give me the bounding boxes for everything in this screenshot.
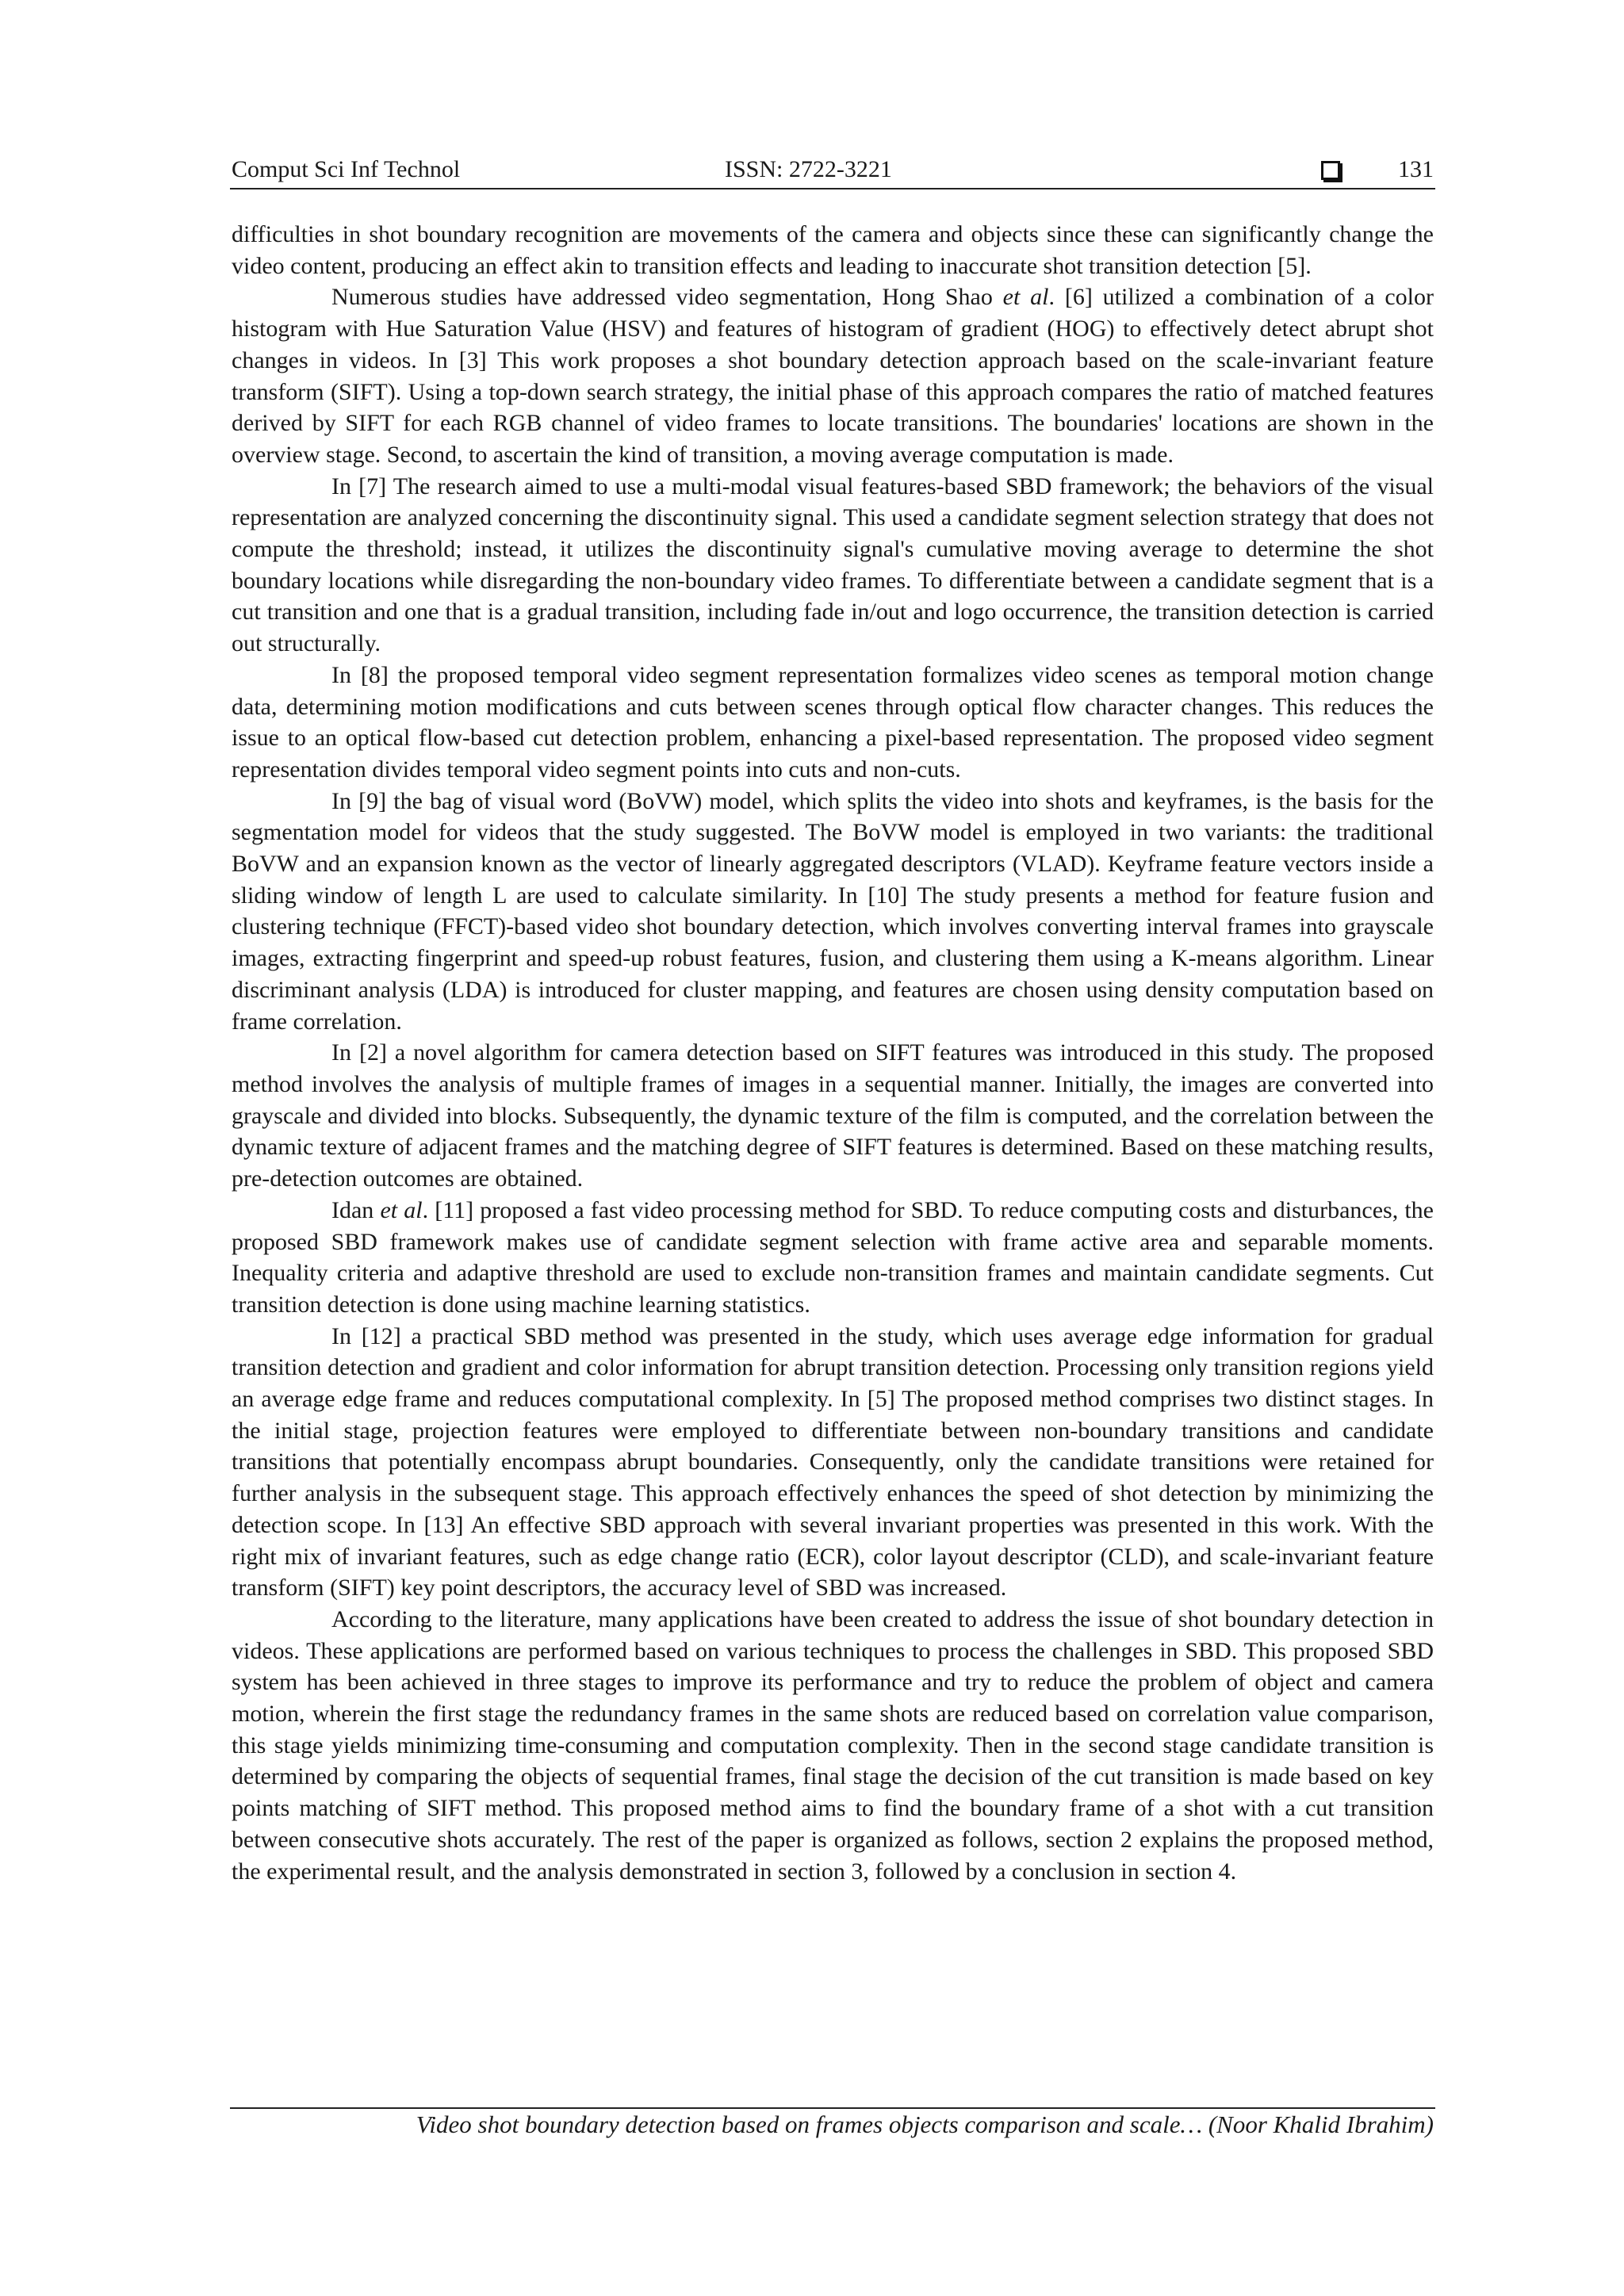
- paragraph: Idan et al. [11] proposed a fast video processing method for SBD. To reduce computing costs and disturbances, the proposed SBD framework makes use of candidate segment selection with frame active area and separable moments. Inequality criteria and adaptive threshold are used to exclude non-transition frames and maintain candidate segments. Cut transition detection is done using machine learning statistics.: [232, 1196, 1434, 1318]
- paragraph: According to the literature, many applications have been created to address the issue of shot boundary detection in videos. These applications are performed based on various techniques to process the challenges in SBD. This proposed SBD system has been achieved in three stages to improve its performance and try to reduce the problem of object and camera motion, wherein the first stage the redundancy frames in the same shots are reduced based on correlation value comparison, this stage yields minimizing time-consuming and computation complexity. Then in the second stage candidate transition is determined by comparing the objects of sequential frames, final stage the decision of the cut transition is made based on key points matching of SIFT method. This proposed method aims to find the boundary frame of a shot with a cut transition between consecutive shots accurately. The rest of the paper is organized as follows, section 2 explains the proposed method, the experimental result, and the analysis demonstrated in section 3, followed by a conclusion in section 4.: [232, 1605, 1434, 1885]
- body-text: [232, 219, 1434, 1887]
- running-footer: Video shot boundary detection based on frames objects comparison and scale… (Noor Khalid Ibrahim): [416, 2110, 1434, 2138]
- page-header: [232, 154, 1434, 186]
- et-al-italic: et al: [380, 1196, 423, 1223]
- square-box-icon: [1321, 161, 1340, 180]
- header-divider: [230, 188, 1435, 189]
- page-number: 131: [1398, 156, 1434, 182]
- paragraph: In [12] a practical SBD method was presented in the study, which uses average edge information for gradual transition detection and gradient and color information for abrupt transition detection. Processing only transition regions yield an average edge frame and reduces computational complexity. In [5] The proposed method comprises two distinct stages. In the initial stage, projection features were employed to differentiate between non-boundary transitions and candidate transitions that potentially encompass abrupt boundaries. Consequently, only the candidate transitions were retained for further analysis in the subsequent stage. This approach effectively enhances the speed of shot detection by minimizing the detection scope. In [13] An effective SBD approach with several invariant properties was presented in this work. With the right mix of invariant features, such as edge change ratio (ECR), color layout descriptor (CLD), and scale-invariant feature transform (SIFT) key point descriptors, the accuracy level of SBD was increased.: [232, 1322, 1434, 1601]
- issn: ISSN: 2722-3221: [725, 156, 892, 182]
- et-al-italic: et al: [1002, 284, 1049, 311]
- paragraph: In [7] The research aimed to use a multi-modal visual features-based SBD framework; the behaviors of the visual representation are analyzed concerning the discontinuity signal. This used a candidate segment selection strategy that does not compute the threshold; instead, it utilizes the discontinuity signal's cumulative moving average to determine the shot boundary locations while disregarding the non-boundary video frames. To differentiate between a candidate segment that is a cut transition and one that is a gradual transition, including fade in/out and logo occurrence, the transition detection is carried out structurally.: [232, 473, 1434, 657]
- paragraph: difficulties in shot boundary recognition are movements of the camera and objects since these can significantly change the video content, producing an effect akin to transition effects and leading to inaccurate shot transition detection [5].: [232, 221, 1434, 279]
- journal-name: Comput Sci Inf Technol: [232, 156, 461, 182]
- paragraph: In [2] a novel algorithm for camera detection based on SIFT features was introduced in this study. The proposed method involves the analysis of multiple frames of images in a sequential manner. Initially, the images are converted into grayscale and divided into blocks. Subsequently, the dynamic texture of the film is computed, and the correlation between the dynamic texture of adjacent frames and the matching degree of SIFT features is determined. Based on these matching results, pre-detection outcomes are obtained.: [232, 1039, 1434, 1192]
- paragraph: In [9] the bag of visual word (BoVW) model, which splits the video into shots and keyframes, is the basis for the segmentation model for videos that the study suggested. The BoVW model is employed in two variants: the traditional BoVW and an expansion known as the vector of linearly aggregated descriptors (VLAD). Keyframe feature vectors inside a sliding window of length L are used to calculate similarity. In [10] The study presents a method for feature fusion and clustering technique (FFCT)-based video shot boundary detection, which involves converting interval frames into grayscale images, extracting fingerprint and speed-up robust features, fusion, and clustering them using a K-means algorithm. Linear discriminant analysis (LDA) is introduced for cluster mapping, and features are chosen using density computation based on frame correlation.: [232, 787, 1434, 1035]
- paragraph: Numerous studies have addressed video segmentation, Hong Shao et al. [6] utilized a combination of a color histogram with Hue Saturation Value (HSV) and features of histogram of gradient (HOG) to effectively detect abrupt shot changes in videos. In [3] This work proposes a shot boundary detection approach based on the scale-invariant feature transform (SIFT). Using a top-down search strategy, the initial phase of this approach compares the ratio of matched features derived by SIFT for each RGB channel of video frames to locate transitions. The boundaries' locations are shown in the overview stage. Second, to ascertain the kind of transition, a moving average computation is made.: [232, 284, 1434, 468]
- paragraph: In [8] the proposed temporal video segment representation formalizes video scenes as temporal motion change data, determining motion modifications and cuts between scenes through optical flow character changes. This reduces the issue to an optical flow-based cut detection problem, enhancing a pixel-based representation. The proposed video segment representation divides temporal video segment points into cuts and non-cuts.: [232, 661, 1434, 783]
